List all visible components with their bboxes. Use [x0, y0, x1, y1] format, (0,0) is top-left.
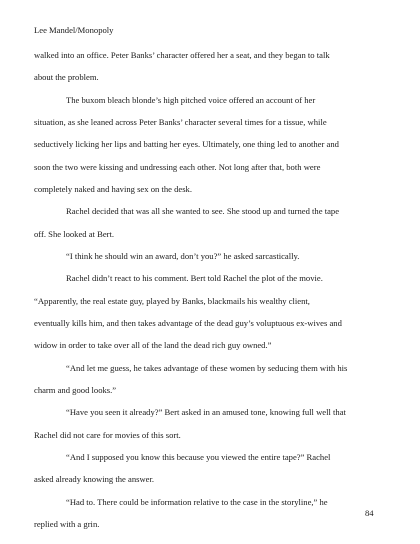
running-header: Lee Mandel/Monopoly: [34, 25, 114, 35]
text-line: Rachel did not care for movies of this sort.: [34, 430, 181, 440]
text-line: Rachel decided that was all she wanted to see. She stood up and turned the tape: [66, 206, 340, 216]
text-line: replied with a grin.: [34, 519, 100, 529]
text-line: walked into an office. Peter Banks’ character offered her a seat, and they began to talk: [34, 50, 330, 60]
text-line: widow in order to take over all of the land the dead rich guy owned.”: [34, 340, 272, 350]
text-line: charm and good looks.”: [34, 385, 117, 395]
text-line: about the problem.: [34, 72, 99, 82]
text-line: “Have you seen it already?” Bert asked in an amused tone, knowing full well that: [66, 407, 346, 417]
page-number: 84: [365, 508, 374, 518]
text-line: “And I supposed you know this because you viewed the entire tape?” Rachel: [66, 452, 331, 462]
text-line: off. She looked at Bert.: [34, 229, 115, 239]
text-line: “And let me guess, he takes advantage of these women by seducing them with his: [66, 363, 348, 373]
text-line: “Apparently, the real estate guy, played by Banks, blackmails his wealthy client,: [34, 296, 310, 306]
text-line: eventually kills him, and then takes advantage of the dead guy’s voluptuous ex-wives and: [34, 318, 342, 328]
text-line: “I think he should win an award, don’t you?” he asked sarcastically.: [66, 251, 300, 261]
text-line: situation, as she leaned across Peter Banks’ character several times for a tissue, while: [34, 117, 327, 127]
text-line: soon the two were kissing and undressing each other. Not long after that, both were: [34, 162, 321, 172]
text-line: “Had to. There could be information relative to the case in the storyline,” he: [66, 497, 328, 507]
text-line: seductively licking her lips and batting her eyes. Ultimately, one thing led to another and: [34, 139, 339, 149]
text-line: asked already knowing the answer.: [34, 474, 155, 484]
text-line: completely naked and having sex on the desk.: [34, 184, 192, 194]
text-line: The buxom bleach blonde’s high pitched voice offered an account of her: [66, 95, 316, 105]
text-line: Rachel didn’t react to his comment. Bert told Rachel the plot of the movie.: [66, 273, 323, 283]
